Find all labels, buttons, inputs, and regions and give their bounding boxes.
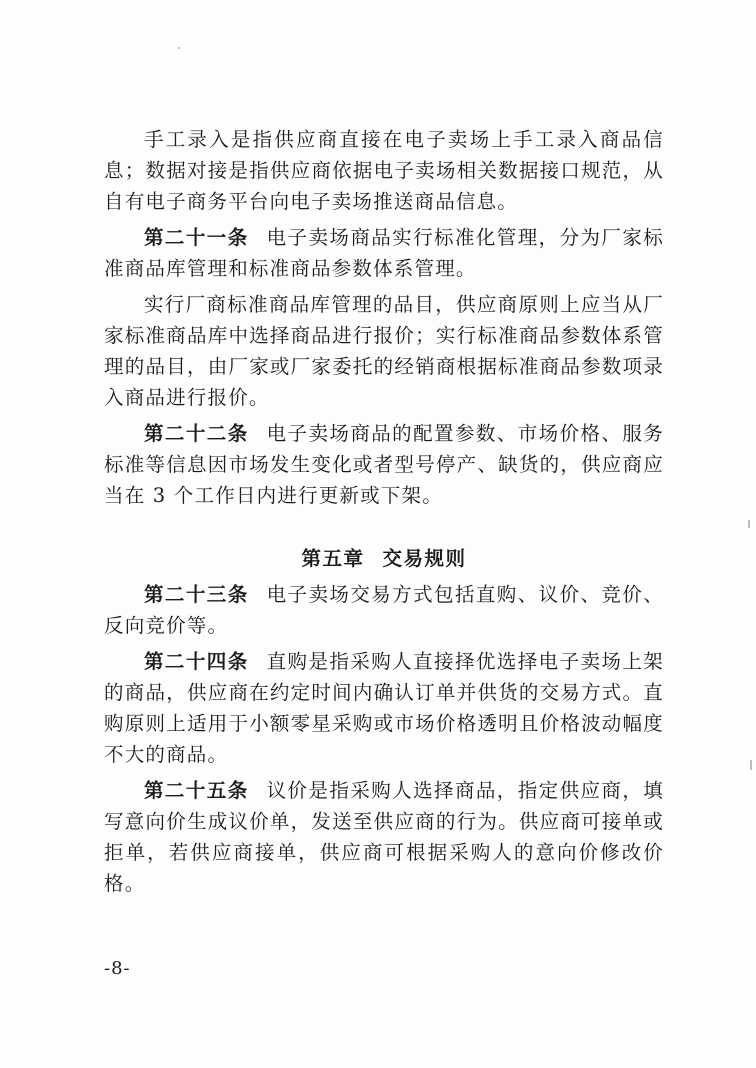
paragraph bbox=[104, 579, 664, 641]
paragraph bbox=[104, 775, 664, 899]
paragraph-text: 实行厂商标准商品库管理的品目，供应商原则上应当从厂家标准商品库中选择商品进行报价；实行标准商品参数体系管理的品目，由厂家或厂家委托的经销商根据标准商品参数项录入商品进行报价。 bbox=[104, 293, 664, 409]
article-number: 第二十五条 bbox=[144, 779, 249, 802]
paragraph-text: 电子卖场交易方式包括直购、议价、竞价、反向竞价等。 bbox=[104, 583, 664, 637]
paragraph-text: 议价是指采购人选择商品，指定供应商，填写意向价生成议价单，发送至供应商的行为。供应商可接单或拒单，若供应商接单，供应商可根据采购人的意向价修改价格。 bbox=[104, 779, 664, 895]
paragraph bbox=[104, 124, 664, 217]
chapter-number: 第五章 bbox=[301, 547, 365, 570]
paragraph-text: 直购是指采购人直接择优选择电子卖场上架的商品，供应商在约定时间内确认订单并供货的交易方式。直购原则上适用于小额零星采购或市场价格透明且价格波动幅度不大的商品。 bbox=[104, 650, 664, 766]
article-number: 第二十一条 bbox=[144, 226, 249, 249]
scan-dot bbox=[178, 47, 180, 49]
paragraph bbox=[104, 418, 664, 511]
scan-dot bbox=[748, 520, 750, 528]
page-number: -8- bbox=[104, 958, 131, 979]
document-body bbox=[104, 124, 664, 904]
paragraph-text: 电子卖场商品实行标准化管理，分为厂家标准商品库管理和标准商品参数体系管理。 bbox=[104, 226, 664, 280]
article-number: 第二十四条 bbox=[144, 650, 249, 673]
paragraph bbox=[104, 646, 664, 770]
scan-dot bbox=[750, 760, 752, 770]
article-number: 第二十三条 bbox=[144, 583, 249, 606]
article-number: 第二十二条 bbox=[144, 422, 249, 445]
chapter-title bbox=[104, 543, 664, 574]
paragraph-text: 电子卖场商品的配置参数、市场价格、服务标准等信息因市场发生变化或者型号停产、缺货的，供应商应当在 3 个工作日内进行更新或下架。 bbox=[104, 422, 664, 507]
chapter-name: 交易规则 bbox=[382, 547, 467, 570]
paragraph-text: 手工录入是指供应商直接在电子卖场上手工录入商品信息；数据对接是指供应商依据电子卖场相关数据接口规范，从自有电子商务平台向电子卖场推送商品信息。 bbox=[104, 128, 664, 213]
paragraph bbox=[104, 222, 664, 284]
paragraph bbox=[104, 289, 664, 413]
